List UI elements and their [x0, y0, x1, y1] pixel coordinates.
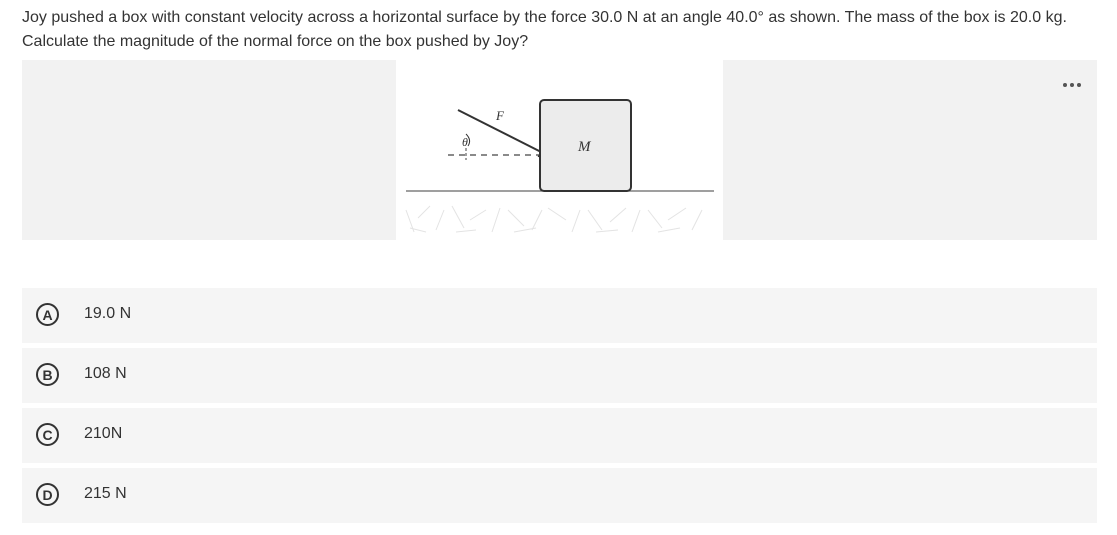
option-text: 215 N [84, 485, 127, 502]
angle-label: θ [462, 135, 468, 149]
answer-option-a[interactable] [22, 288, 1097, 343]
more-options-button[interactable] [1059, 78, 1085, 92]
answer-option-c[interactable] [22, 408, 1097, 463]
figure-panel [22, 60, 1097, 240]
option-letter-badge: B [36, 363, 59, 386]
question-text: Joy pushed a box with constant velocity across a horizontal surface by the force 30.0 N at an angle 40.0° as shown. The mass of the box is 20.0 kg. Calculate the magnitude of the normal force on the box pushed by Joy? [22, 9, 1067, 50]
option-letter-badge: C [36, 423, 59, 446]
box-force-diagram [396, 60, 723, 240]
force-arrow [458, 110, 551, 157]
ground-texture [406, 206, 702, 232]
more-horizontal-icon [1063, 83, 1067, 87]
answer-option-d[interactable] [22, 468, 1097, 523]
option-text: 210N [84, 425, 123, 442]
option-text: 108 N [84, 365, 127, 382]
physics-diagram [396, 60, 723, 240]
option-letter-badge: A [36, 303, 59, 326]
answer-option-b[interactable] [22, 348, 1097, 403]
force-label: F [496, 108, 504, 123]
mass-label: M [578, 139, 591, 155]
option-letter-badge: D [36, 483, 59, 506]
option-text: 19.0 N [84, 305, 132, 322]
